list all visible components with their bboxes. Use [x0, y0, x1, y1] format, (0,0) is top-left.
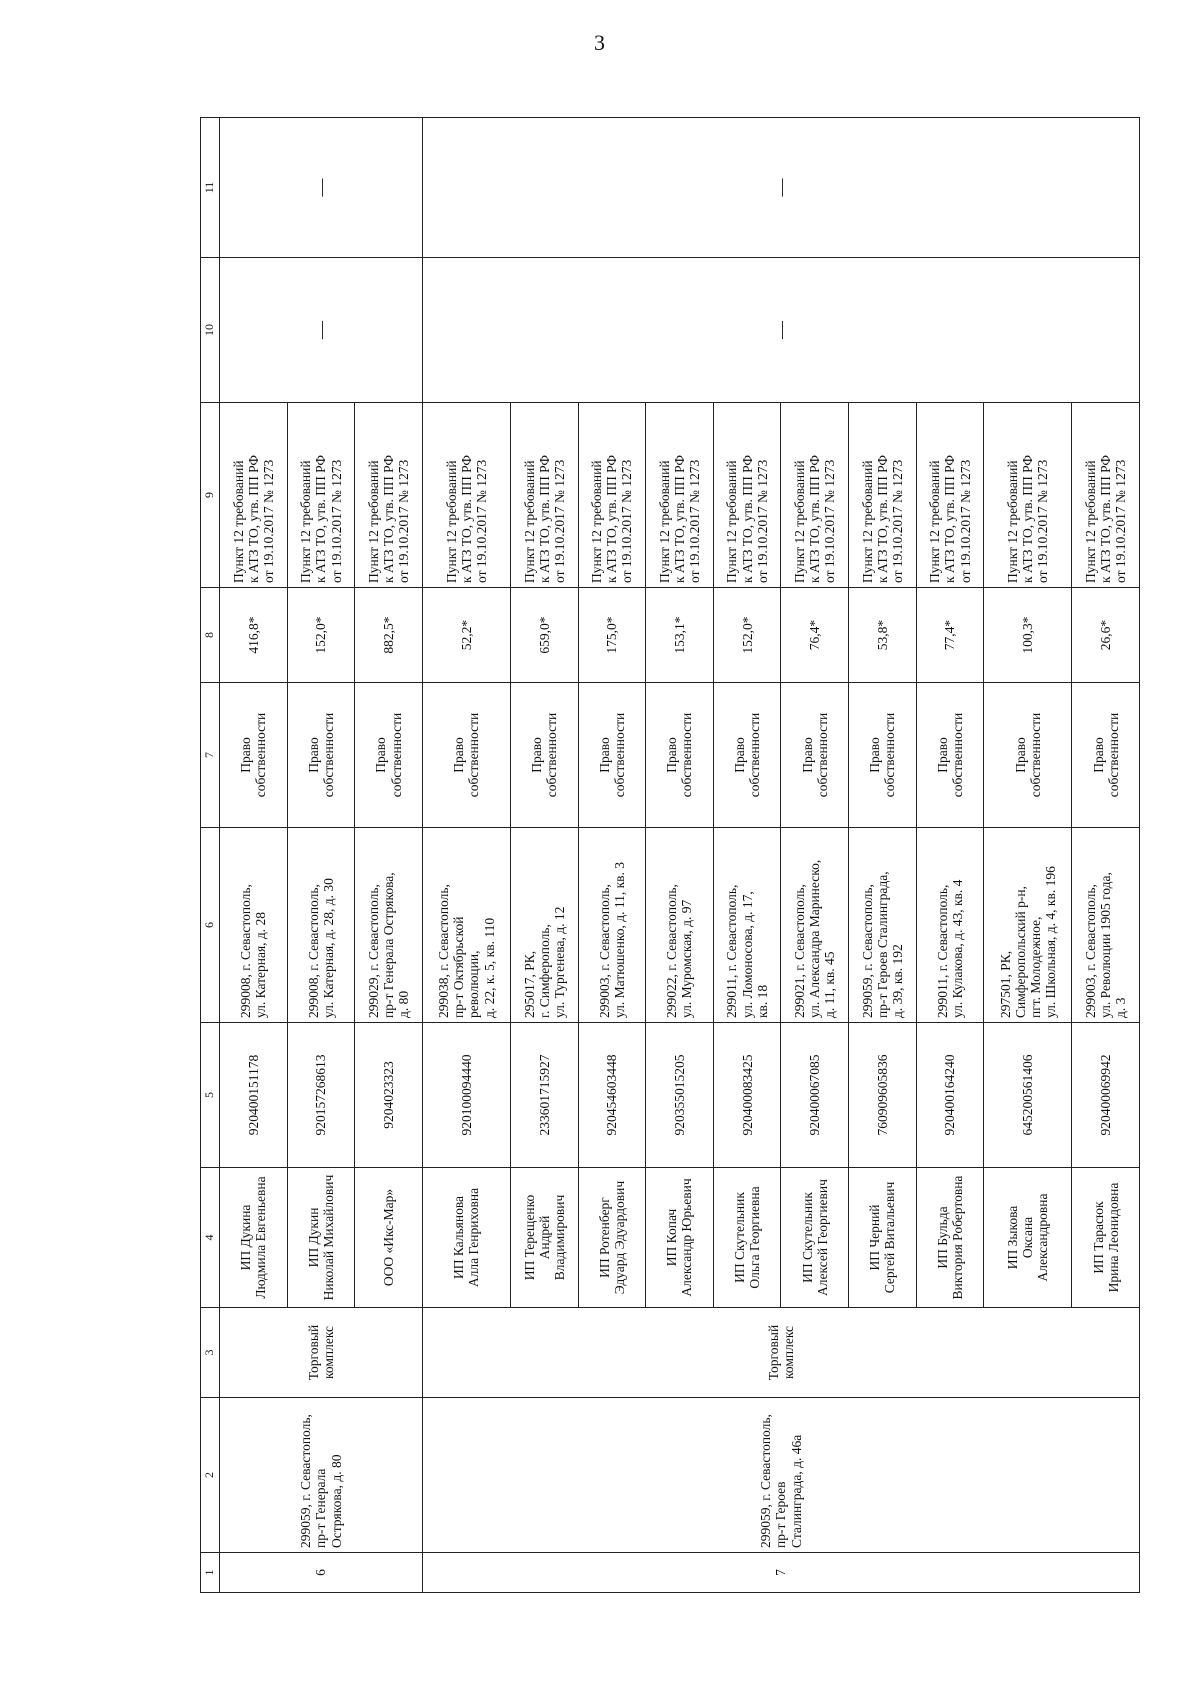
object-number-cell: 7 — [422, 1553, 1139, 1593]
ownership-right-cell: Право собственности — [781, 683, 849, 828]
legal-basis-cell: Пункт 12 требований к АТЗ ТО, утв. ПП РФ от 19.10.2017 № 1273 — [578, 403, 646, 588]
owner-address-cell: 299003, г. Севастополь, ул. Революции 1905 года, д. 3 — [1072, 828, 1140, 1023]
area-cell: 416,8* — [220, 588, 288, 683]
column-11-dash-cell: — — [220, 118, 423, 258]
rotated-table-frame — [200, 118, 1140, 1593]
col-header-5: 5 — [201, 1023, 220, 1168]
legal-basis-cell: Пункт 12 требований к АТЗ ТО, утв. ПП РФ от 19.10.2017 № 1273 — [287, 403, 355, 588]
inn-cell: 920454603448 — [578, 1023, 646, 1168]
area-cell: 52,2* — [422, 588, 510, 683]
inn-cell: 920100094440 — [422, 1023, 510, 1168]
ownership-right-cell: Право собственности — [355, 683, 423, 828]
object-address-cell: 299059, г. Севастополь, пр-т Генерала Острякова, д. 80 — [220, 1398, 423, 1553]
owner-address-cell: 299038, г. Севастополь, пр-т Октябрьской революции, д. 22, к. 5, кв. 110 — [422, 828, 510, 1023]
rotated-table-area — [200, 118, 1140, 1593]
legal-basis-cell: Пункт 12 требований к АТЗ ТО, утв. ПП РФ от 19.10.2017 № 1273 — [422, 403, 510, 588]
col-header-2: 2 — [201, 1398, 220, 1553]
area-cell: 152,0* — [287, 588, 355, 683]
inn-cell: 920400069942 — [1072, 1023, 1140, 1168]
ownership-right-cell: Право собственности — [510, 683, 578, 828]
area-cell: 100,3* — [984, 588, 1072, 683]
object-address-cell: 299059, г. Севастополь, пр-т Героев Сталинграда, д. 46а — [422, 1398, 1139, 1553]
area-cell: 53,8* — [849, 588, 917, 683]
column-11-dash-cell: — — [422, 118, 1139, 258]
area-cell: 76,4* — [781, 588, 849, 683]
owner-name-cell: ИП Копач Александр Юрьевич — [646, 1168, 714, 1308]
owner-name-cell: ООО «Икс-Мар» — [355, 1168, 423, 1308]
ownership-right-cell: Право собственности — [916, 683, 984, 828]
inn-cell: 920400067085 — [781, 1023, 849, 1168]
inn-cell: 760909605836 — [849, 1023, 917, 1168]
ownership-right-cell: Право собственности — [220, 683, 288, 828]
owner-address-cell: 299011, г. Севастополь, ул. Ломоносова, д. 17, кв. 18 — [713, 828, 781, 1023]
owner-address-cell: 299011, г. Севастополь, ул. Кулакова, д. 43, кв. 4 — [916, 828, 984, 1023]
owner-name-cell: ИП Тарасюк Ирина Леонидовна — [1072, 1168, 1140, 1308]
ownership-right-cell: Право собственности — [713, 683, 781, 828]
legal-basis-cell: Пункт 12 требований к АТЗ ТО, утв. ПП РФ от 19.10.2017 № 1273 — [646, 403, 714, 588]
col-header-1: 1 — [201, 1553, 220, 1593]
ownership-right-cell: Право собственности — [984, 683, 1072, 828]
ownership-right-cell: Право собственности — [422, 683, 510, 828]
legal-basis-cell: Пункт 12 требований к АТЗ ТО, утв. ПП РФ от 19.10.2017 № 1273 — [984, 403, 1072, 588]
ownership-right-cell: Право собственности — [287, 683, 355, 828]
inn-cell: 920400083425 — [713, 1023, 781, 1168]
register-table — [200, 117, 1140, 1593]
owner-address-cell: 299021, г. Севастополь, ул. Александра Маринеско, д. 11, кв. 45 — [781, 828, 849, 1023]
inn-cell: 233601715927 — [510, 1023, 578, 1168]
table-row — [422, 118, 510, 1593]
owner-address-cell: 295017, РК, г. Симферополь, ул. Тургенева, д. 12 — [510, 828, 578, 1023]
legal-basis-cell: Пункт 12 требований к АТЗ ТО, утв. ПП РФ от 19.10.2017 № 1273 — [713, 403, 781, 588]
owner-name-cell: ИП Кальянова Алла Генриховна — [422, 1168, 510, 1308]
col-header-7: 7 — [201, 683, 220, 828]
owner-name-cell: ИП Скутельник Алексей Георгиевич — [781, 1168, 849, 1308]
table-row — [220, 118, 288, 1593]
column-10-dash-cell: — — [220, 258, 423, 403]
ownership-right-cell: Право собственности — [1072, 683, 1140, 828]
ownership-right-cell: Право собственности — [849, 683, 917, 828]
legal-basis-cell: Пункт 12 требований к АТЗ ТО, утв. ПП РФ от 19.10.2017 № 1273 — [849, 403, 917, 588]
area-cell: 77,4* — [916, 588, 984, 683]
inn-cell: 920400151178 — [220, 1023, 288, 1168]
owner-address-cell: 299022, г. Севастополь, ул. Муромская, д. 97 — [646, 828, 714, 1023]
owner-address-cell: 299008, г. Севастополь, ул. Катерная, д. 28, д. 30 — [287, 828, 355, 1023]
col-header-10: 10 — [201, 258, 220, 403]
object-number-cell: 6 — [220, 1553, 423, 1593]
owner-name-cell: ИП Ротенберг Эдуард Эдуардович — [578, 1168, 646, 1308]
owner-address-cell: 299008, г. Севастополь, ул. Катерная, д. 28 — [220, 828, 288, 1023]
area-cell: 882,5* — [355, 588, 423, 683]
table-body — [201, 118, 1140, 1593]
owner-name-cell: ИП Бульда Виктория Робертовна — [916, 1168, 984, 1308]
object-type-cell: Торговый комплекс — [220, 1308, 423, 1398]
header-row — [201, 118, 220, 1593]
legal-basis-cell: Пункт 12 требований к АТЗ ТО, утв. ПП РФ от 19.10.2017 № 1273 — [781, 403, 849, 588]
object-type-cell: Торговый комплекс — [422, 1308, 1139, 1398]
owner-name-cell: ИП Скутельник Ольга Георгиевна — [713, 1168, 781, 1308]
ownership-right-cell: Право собственности — [578, 683, 646, 828]
owner-name-cell: ИП Терещенко Андрей Владимирович — [510, 1168, 578, 1308]
col-header-4: 4 — [201, 1168, 220, 1308]
inn-cell: 920157268613 — [287, 1023, 355, 1168]
legal-basis-cell: Пункт 12 требований к АТЗ ТО, утв. ПП РФ от 19.10.2017 № 1273 — [220, 403, 288, 588]
col-header-8: 8 — [201, 588, 220, 683]
ownership-right-cell: Право собственности — [646, 683, 714, 828]
owner-name-cell: ИП Дукин Николай Михайлович — [287, 1168, 355, 1308]
owner-address-cell: 299059, г. Севастополь, пр-т Героев Сталинграда, д. 39, кв. 192 — [849, 828, 917, 1023]
area-cell: 659,0* — [510, 588, 578, 683]
owner-name-cell: ИП Черний Сергей Витальевич — [849, 1168, 917, 1308]
legal-basis-cell: Пункт 12 требований к АТЗ ТО, утв. ПП РФ от 19.10.2017 № 1273 — [510, 403, 578, 588]
area-cell: 175,0* — [578, 588, 646, 683]
col-header-6: 6 — [201, 828, 220, 1023]
column-10-dash-cell: — — [422, 258, 1139, 403]
area-cell: 153,1* — [646, 588, 714, 683]
legal-basis-cell: Пункт 12 требований к АТЗ ТО, утв. ПП РФ от 19.10.2017 № 1273 — [1072, 403, 1140, 588]
area-cell: 26,6* — [1072, 588, 1140, 683]
inn-cell: 920400164240 — [916, 1023, 984, 1168]
col-header-3: 3 — [201, 1308, 220, 1398]
area-cell: 152,0* — [713, 588, 781, 683]
owner-address-cell: 299003, г. Севастополь, ул. Матюшенко, д. 11, кв. 3 — [578, 828, 646, 1023]
inn-cell: 645200561406 — [984, 1023, 1072, 1168]
owner-name-cell: ИП Дукина Людмила Евгеньевна — [220, 1168, 288, 1308]
owner-address-cell: 297501, РК, Симферопольский р-н, пгт. Молодежное, ул. Школьная, д. 4, кв. 196 — [984, 828, 1072, 1023]
page-number: 3 — [594, 30, 605, 55]
legal-basis-cell: Пункт 12 требований к АТЗ ТО, утв. ПП РФ от 19.10.2017 № 1273 — [916, 403, 984, 588]
owner-name-cell: ИП Зыкова Оксана Александровна — [984, 1168, 1072, 1308]
inn-cell: 920355015205 — [646, 1023, 714, 1168]
legal-basis-cell: Пункт 12 требований к АТЗ ТО, утв. ПП РФ от 19.10.2017 № 1273 — [355, 403, 423, 588]
col-header-9: 9 — [201, 403, 220, 588]
owner-address-cell: 299029, г. Севастополь, пр-т Генерала Острякова, д. 80 — [355, 828, 423, 1023]
inn-cell: 9204023323 — [355, 1023, 423, 1168]
col-header-11: 11 — [201, 118, 220, 258]
